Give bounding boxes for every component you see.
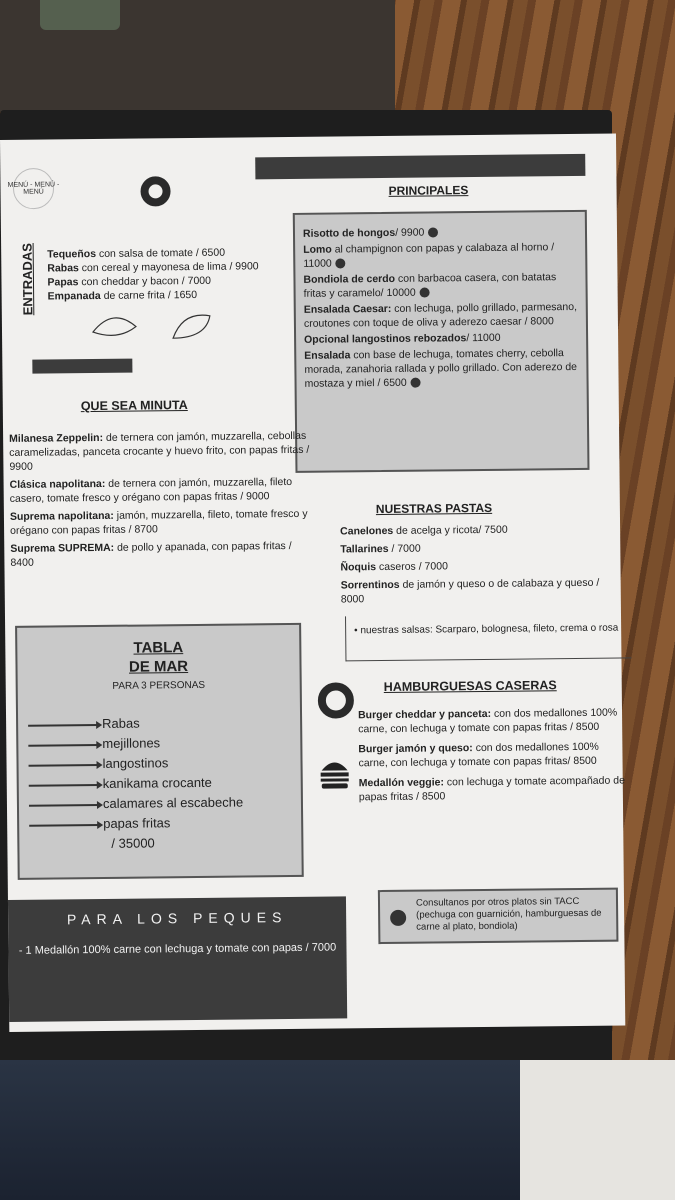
entrada-name-3: Papas	[47, 276, 79, 289]
principal-desc-2: al champignon con papas y calabaza al horno / 11000	[303, 241, 555, 270]
white-cloth	[520, 1060, 675, 1200]
burger-name-3: Medallón veggie:	[358, 776, 445, 790]
minuta-item-3	[10, 507, 310, 538]
principal-name-5: Opcional langostinos rebozados	[304, 332, 467, 346]
tabla-item-text-6: papas fritas	[103, 815, 171, 831]
minuta-name-3: Suprema napolitana:	[9, 509, 114, 523]
tabla-item-6	[29, 812, 301, 835]
pasta-desc-3: caseros / 7000	[376, 560, 448, 574]
pasta-item-2	[340, 540, 610, 557]
minuta-desc-2: de ternera con jamón, muzzarella, fileto casero, tomate fresco y orégano con papas fritas / 9000	[9, 475, 293, 505]
tabla-price: / 35000	[111, 835, 155, 851]
minuta-item-1	[9, 429, 309, 474]
tabla-item-4	[29, 772, 301, 795]
burger-item-3	[359, 773, 627, 804]
menu-paper	[0, 134, 625, 1032]
arrow-icon	[29, 804, 99, 807]
salsas-label: • nuestras salsas:	[354, 624, 433, 637]
peques-title: PARA LOS PEQUES	[66, 909, 288, 928]
tabla-item-text-3: langostinos	[102, 755, 169, 771]
pasta-item-4	[341, 576, 611, 607]
burger-item-1	[358, 705, 626, 736]
entradas-title-wrap	[15, 232, 38, 332]
ring-decoration	[140, 176, 170, 206]
principales-box	[293, 210, 590, 473]
gluten-free-icon	[411, 378, 421, 388]
entrada-desc-3: con cheddar y bacon / 7000	[78, 274, 212, 289]
burger-icon	[318, 756, 350, 790]
principal-name-3: Bondiola de cerdo	[303, 272, 396, 286]
principal-name-4: Ensalada Caesar:	[303, 302, 392, 316]
burger-item-2	[358, 739, 626, 770]
principal-name-2: Lomo	[303, 243, 332, 256]
burger-name-1: Burger cheddar y panceta:	[357, 707, 492, 722]
minuta-desc-3: jamón, muzzarella, fileto, tomate fresco y orégano con papas fritas / 8700	[10, 507, 308, 537]
hamburguesas-list	[358, 705, 627, 804]
principal-desc-4: con lechuga, pollo grillado, parmesano, croutones con toque de oliva y aderezo caesar / 8000	[303, 300, 578, 330]
phone-object	[40, 0, 120, 30]
principal-item-3	[303, 270, 577, 301]
principales-title: PRINCIPALES	[388, 183, 469, 198]
pasta-name-1: Canelones	[340, 524, 394, 538]
entrada-name-4: Empanada	[47, 289, 101, 303]
principales-list	[295, 212, 587, 403]
peques-item: - 1 Medallón 100% carne con lechuga y tomate con papas / 7000	[18, 941, 337, 957]
pastas-list	[340, 522, 611, 607]
entrada-desc-2: con cereal y mayonesa de lima / 9900	[78, 260, 259, 275]
entradas-band	[32, 359, 132, 374]
menu-stamp	[6, 161, 61, 216]
entrada-desc-4: de carne frita / 1650	[100, 288, 198, 302]
ring-decoration-2	[318, 682, 354, 718]
entrada-name-1: Tequeños	[47, 248, 97, 261]
gluten-free-icon	[420, 288, 430, 298]
entrada-name-2: Rabas	[47, 262, 79, 275]
gluten-free-icon	[336, 259, 346, 269]
salsas-frame	[345, 613, 631, 661]
burger-name-2: Burger jamón y queso:	[358, 742, 473, 756]
gluten-free-icon	[390, 910, 406, 926]
principal-item-4	[304, 300, 578, 331]
empanada-icon	[88, 306, 218, 347]
minuta-name-2: Clásica napolitana:	[9, 477, 106, 491]
tabla-item-3	[28, 752, 300, 775]
minuta-list	[9, 429, 310, 570]
burger-desc-2: con dos medallones 100% carne, con lechuga y tomate con papas fritas/ 8500	[358, 740, 599, 770]
tabla-item-text-1: Rabas	[102, 715, 140, 731]
minuta-title: QUE SEA MINUTA	[80, 398, 188, 414]
menu-stamp-text: MENÚ - MENÚ - MENÚ	[7, 181, 60, 196]
tabla-item-text-4: kanikama crocante	[102, 774, 212, 791]
tabla-item-1	[28, 712, 300, 735]
minuta-desc-4: de pollo y apanada, con papas fritas / 8400	[10, 539, 292, 569]
tabla-title	[17, 637, 299, 678]
tabla-list	[28, 712, 301, 855]
pasta-name-2: Tallarines	[340, 542, 389, 556]
principal-name-1: Risotto de hongos	[302, 226, 396, 240]
entradas-list	[47, 245, 293, 304]
pasta-desc-1: de acelga y ricota/ 7500	[393, 523, 508, 537]
principal-item-1	[303, 224, 577, 241]
pasta-name-4: Sorrentinos	[340, 578, 400, 592]
tabla-item-text-2: mejillones	[102, 735, 161, 751]
principal-item-5	[304, 330, 578, 347]
arrow-icon	[28, 724, 98, 727]
tabla-item-2	[28, 732, 300, 755]
pastas-title: NUESTRAS PASTAS	[375, 500, 493, 517]
tabla-title-2: DE MAR	[128, 658, 189, 676]
principal-name-6: Ensalada	[304, 349, 351, 362]
minuta-name-4: Suprema SUPREMA:	[10, 541, 115, 555]
pasta-item-1	[340, 522, 610, 539]
peques-box	[8, 896, 347, 1022]
minuta-item-2	[10, 475, 310, 506]
principal-desc-1: / 9900	[395, 226, 425, 239]
principal-desc-3: con barbacoa casera, con batatas fritas y caramelo/ 10000	[303, 271, 557, 300]
arrow-icon	[29, 764, 99, 767]
minuta-name-1: Milanesa Zeppelin:	[9, 431, 104, 445]
principal-desc-6: con base de lechuga, tomates cherry, cebolla morada, zanahoria rallada y pollo grillado. Con aderezo de mostaza y miel / 6500	[304, 347, 578, 390]
entradas-title: ENTRADAS	[19, 243, 36, 316]
minuta-desc-1: de ternera con jamón, muzzarella, cebollas caramelizadas, panceta crocante y huevo frito, con papas fritas / 9900	[9, 429, 310, 473]
hamburguesas-title: HAMBURGUESAS CASERAS	[383, 678, 557, 695]
tacc-box	[378, 888, 619, 945]
entrada-item-4	[48, 287, 293, 304]
entrada-desc-1: con salsa de tomate / 6500	[95, 246, 226, 261]
pasta-name-3: Ñoquis	[340, 561, 377, 574]
principal-item-6	[304, 346, 578, 391]
burger-desc-3: con lechuga y tomate acompañado de papas fritas / 8500	[358, 774, 625, 804]
top-band	[255, 154, 585, 179]
pasta-item-3	[340, 558, 610, 575]
gluten-free-icon	[428, 228, 438, 238]
tabla-item-text-5: calamares al escabeche	[102, 794, 244, 811]
tabla-item-5	[29, 792, 301, 815]
salsas-desc: Scarparo, bolognesa, fileto, crema o rosa	[432, 622, 619, 636]
tabla-subtitle: PARA 3 PERSONAS	[112, 679, 206, 692]
arrow-icon	[29, 824, 99, 827]
minuta-item-4	[10, 539, 310, 570]
arrow-icon	[29, 784, 99, 787]
principal-item-2	[303, 240, 577, 271]
tabla-box	[15, 623, 304, 880]
arrow-icon	[28, 744, 98, 747]
pasta-desc-2: / 7000	[388, 542, 421, 555]
salsas-note	[346, 613, 631, 646]
burger-desc-1: con dos medallones 100% carne, con lechuga y tomate con papas fritas / 8500	[358, 706, 618, 736]
pasta-desc-4: de jamón y queso o de calabaza y queso / 8000	[340, 576, 600, 606]
principal-desc-5: / 11000	[466, 331, 501, 345]
tacc-note: Consultanos por otros platos sin TACC (pechuga con guarnición, hamburguesas de carne al plato, bondiola)	[415, 895, 602, 933]
tabla-title-1: TABLA	[133, 639, 184, 657]
entrada-item-2	[47, 259, 292, 276]
